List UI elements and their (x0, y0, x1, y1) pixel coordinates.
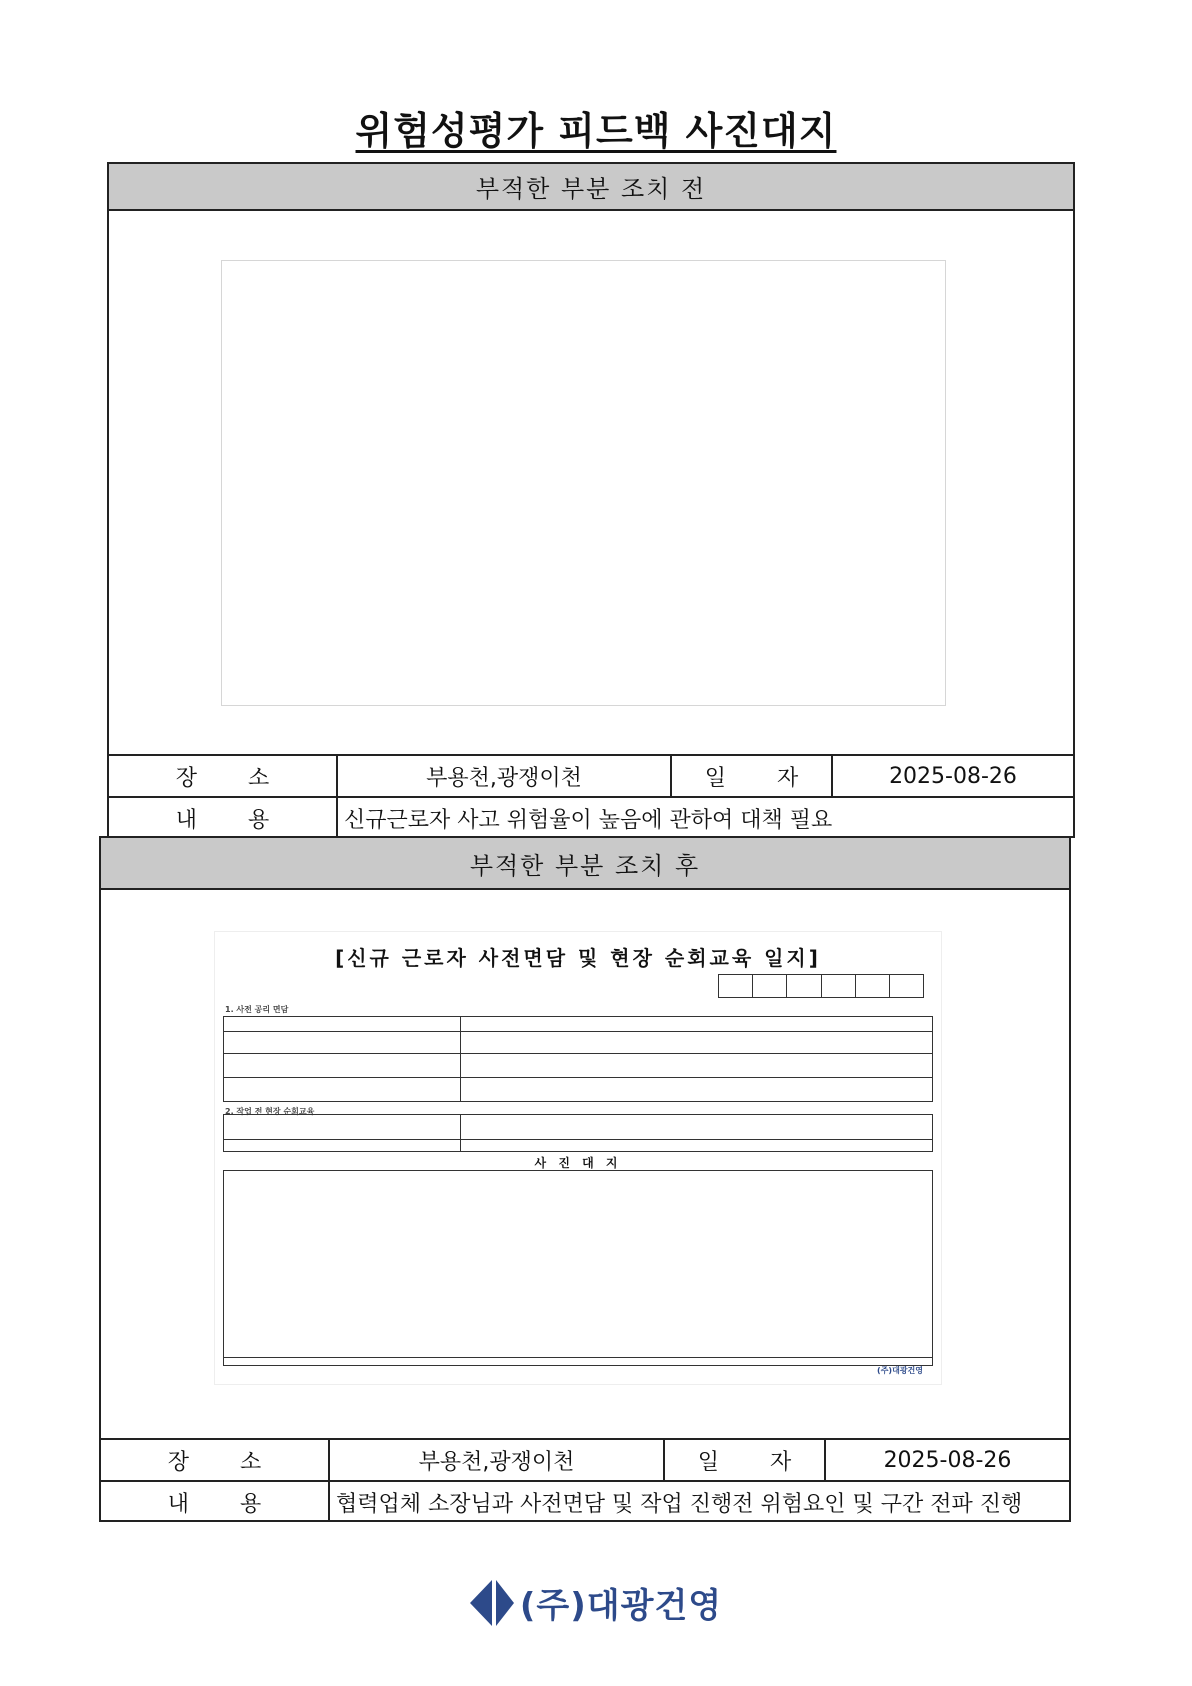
date-label: 일 자 (672, 756, 833, 796)
place-label: 장 소 (101, 1440, 330, 1480)
company-name: (주)대광건영 (519, 1586, 723, 1626)
date-value: 2025-08-26 (889, 763, 1017, 789)
after-header: 부적한 부분 조치 후 (101, 838, 1069, 890)
before-photo-placeholder (221, 260, 946, 706)
content-value: 신규근로자 사고 위험율이 높음에 관하여 대책 필요 (344, 807, 833, 833)
form-logo: (주)대광건영 (877, 1366, 923, 1375)
form-title: [신규 근로자 사전면담 및 현장 순회교육 일지] (335, 946, 821, 970)
place-label: 장 소 (109, 756, 338, 796)
before-section (107, 162, 1075, 838)
before-place-row (109, 754, 1073, 796)
before-content-row (109, 796, 1073, 838)
content-label: 내 용 (109, 798, 338, 838)
form-photo-frame (223, 1170, 933, 1366)
date-value: 2025-08-26 (883, 1447, 1012, 1473)
company-logo (0, 1578, 1192, 1627)
form-section-1: 1. 사전 공리 면담 (225, 1005, 289, 1014)
after-photo-document (215, 932, 941, 1384)
form-table-2 (223, 1114, 933, 1152)
form-photo-title: 사 진 대 지 (534, 1156, 622, 1170)
form-table-1 (223, 1016, 933, 1102)
date-label: 일 자 (665, 1440, 826, 1480)
content-label: 내 용 (101, 1482, 330, 1522)
form-section-2: 2. 작업 전 현장 순회교육 (225, 1107, 315, 1116)
approval-box (718, 974, 924, 998)
place-value: 부용천,광쟁이천 (338, 756, 672, 796)
place-value: 부용천,광쟁이천 (330, 1440, 665, 1480)
logo-mark-icon (470, 1580, 514, 1626)
after-content-row (101, 1480, 1069, 1522)
before-header: 부적한 부분 조치 전 (109, 164, 1073, 211)
page-title: 위험성평가 피드백 사진대지 (355, 109, 837, 153)
content-value: 협력업체 소장님과 사전면담 및 작업 진행전 위험요인 및 구간 전파 진행 (336, 1491, 1023, 1517)
after-place-row (101, 1438, 1069, 1480)
